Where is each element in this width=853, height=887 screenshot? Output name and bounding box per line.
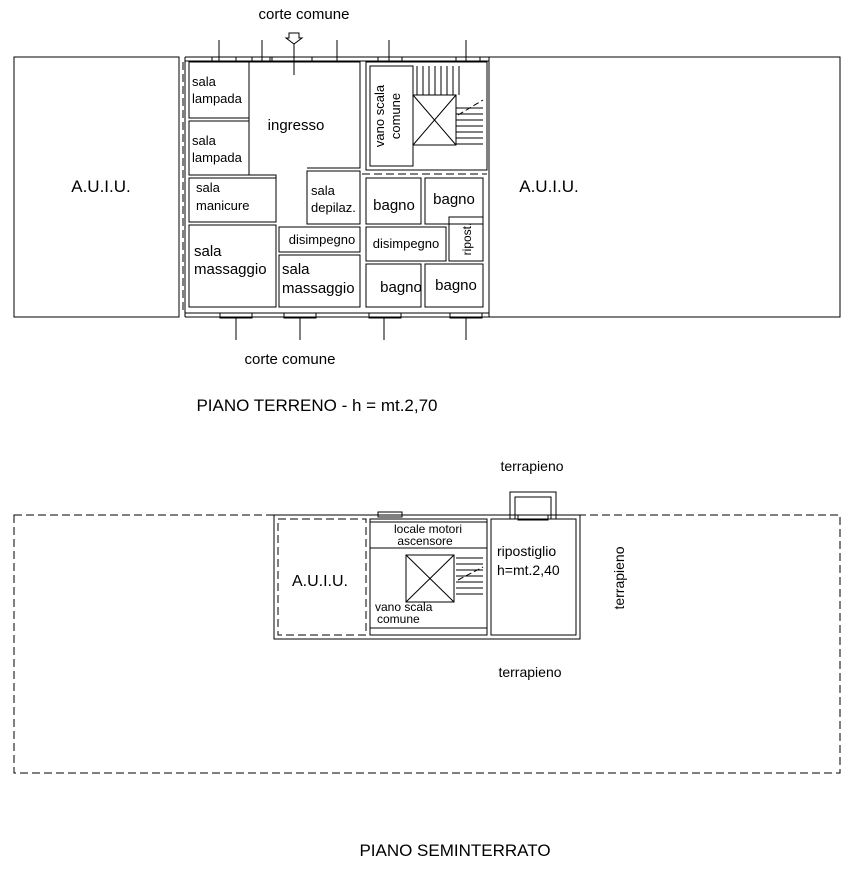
label-sala-lampada-1-b: lampada [192, 91, 242, 106]
label-sala-lampada-1-a: sala [192, 74, 216, 89]
label-vano-scala-b: comune [388, 92, 403, 140]
bottom-courtyard-label: corte comune [244, 351, 336, 368]
basement-title: PIANO SEMINTERRATO [359, 841, 551, 860]
label-ripostiglio-b: h=mt.2,40 [497, 562, 560, 578]
label-sala-manicure-a: sala [196, 180, 220, 195]
label-sala-massaggio-2-a: sala [282, 261, 310, 278]
label-disimpegno-1: disimpegno [288, 232, 356, 247]
left-unit-label: A.U.I.U. [71, 177, 131, 196]
room-sala-lampada-2 [189, 121, 249, 175]
label-sala-depilaz-b: depilaz. [311, 200, 356, 215]
terrapieno-bottom-label: terrapieno [498, 664, 562, 680]
terrapieno-right-label: terrapieno [611, 546, 627, 610]
label-sala-massaggio-2-b: massaggio [282, 280, 355, 297]
label-sala-manicure-b: manicure [196, 198, 250, 213]
label-vano-scala-a: vano scala [372, 84, 387, 148]
label-ingresso: ingresso [267, 117, 325, 134]
label-bagno-3: bagno [380, 279, 422, 296]
room-sala-lampada-1 [189, 62, 249, 118]
label-vano-scala-basement-a: vano scala [375, 600, 433, 614]
label-locale-motori-a: locale motori [393, 522, 463, 536]
label-sala-massaggio-1-b: massaggio [194, 261, 267, 278]
label-ripost: ripost. [460, 222, 474, 256]
label-sala-lampada-2-b: lampada [192, 150, 242, 165]
label-bagno-4: bagno [435, 277, 477, 294]
label-sala-depilaz-a: sala [311, 183, 335, 198]
label-vano-scala-basement-b: comune [377, 612, 420, 626]
label-bagno-2: bagno [433, 191, 475, 208]
label-ripostiglio-a: ripostiglio [497, 543, 557, 559]
ground-floor-title: PIANO TERRENO - h = mt.2,70 [196, 396, 438, 415]
top-courtyard-label: corte comune [258, 6, 350, 23]
right-unit-label: A.U.I.U. [519, 177, 579, 196]
label-sala-lampada-2-a: sala [192, 133, 216, 148]
label-bagno-1: bagno [373, 197, 415, 214]
label-locale-motori-b: ascensore [397, 534, 453, 548]
label-sala-massaggio-1-a: sala [194, 243, 222, 260]
basement-unit-label: A.U.I.U. [291, 573, 349, 590]
terrapieno-top-label: terrapieno [500, 458, 564, 474]
label-disimpegno-2: disimpegno [372, 236, 440, 251]
